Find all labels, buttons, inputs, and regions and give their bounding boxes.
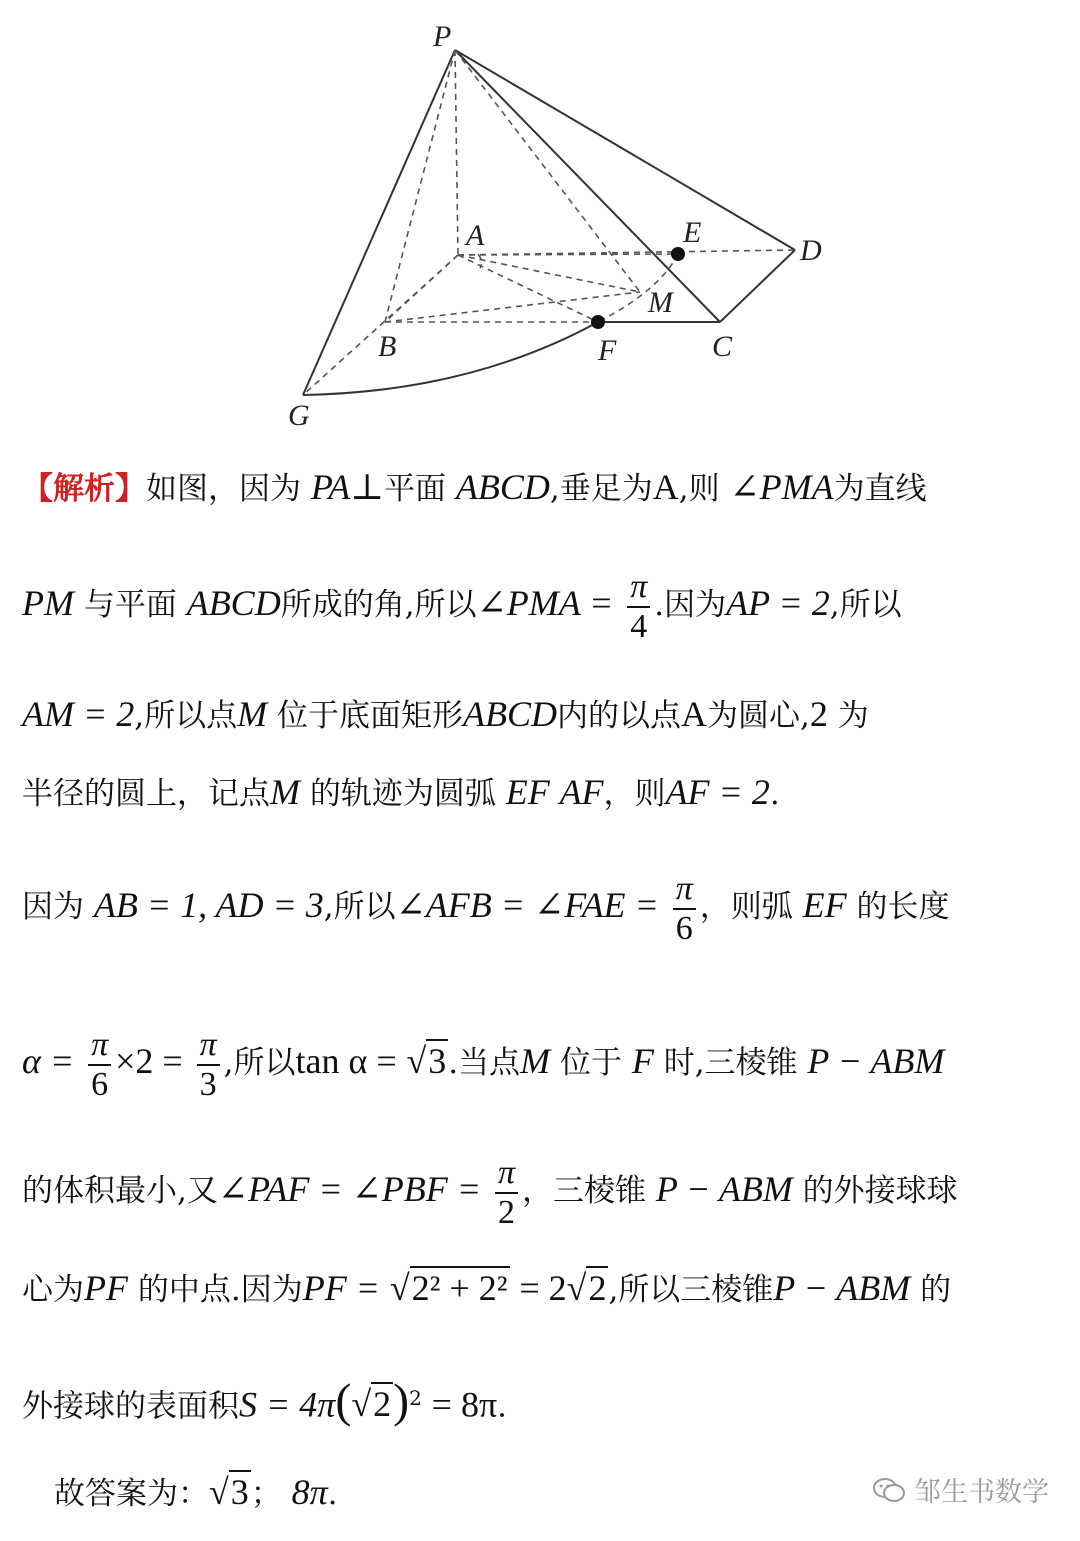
sqrt: √2 [566, 1268, 607, 1308]
math: M [270, 772, 300, 812]
text: ,则 [678, 471, 720, 507]
math: = 2 [519, 1268, 567, 1308]
sqrt: √3 [209, 1472, 249, 1512]
text: 为直线 [833, 471, 927, 507]
watermark [872, 1470, 1049, 1509]
math: PM [22, 583, 74, 623]
edge-AF [458, 255, 598, 322]
wechat-icon [872, 1476, 906, 1504]
math: ABCD [455, 467, 550, 507]
text: 所成的角,所以 [280, 587, 477, 623]
math: F [631, 1041, 654, 1081]
edge-PD [455, 50, 795, 250]
label-B: B [378, 330, 397, 363]
text: .当点 [448, 1045, 521, 1081]
text: ,垂足为 [549, 471, 653, 507]
solution-line-2 [22, 560, 902, 648]
text: 半径的圆上，记点 [22, 776, 270, 812]
text: . [497, 1388, 507, 1425]
label-F: F [598, 334, 617, 367]
math: M [520, 1041, 551, 1081]
text: 与平面 [83, 587, 177, 623]
text: ，三棱锥 [521, 1173, 646, 1209]
label-P: P [433, 20, 452, 53]
math: AP = 2 [726, 583, 830, 623]
text: ,所以 [223, 1045, 296, 1081]
text: . [327, 1476, 338, 1512]
solution-line-5 [22, 862, 949, 950]
exponent: 2 [409, 1386, 422, 1410]
text: 如图，因为 [146, 471, 301, 507]
fraction: $\frac{\pi}{6}$ [673, 870, 696, 948]
label-M: M [648, 286, 673, 319]
math: tan α = [295, 1041, 397, 1081]
math: 8π [291, 1472, 328, 1512]
point-E [671, 247, 685, 261]
math: A [652, 467, 679, 507]
solution-line-8 [22, 1268, 951, 1310]
fraction: $\frac{\pi}{3}$ [197, 1026, 220, 1104]
text: .因为 [654, 587, 727, 623]
pyramid-figure [0, 0, 1080, 440]
text: ,所以 [829, 587, 902, 623]
solution-line-3 [22, 694, 869, 736]
label-D: D [800, 234, 822, 267]
label-G: G [288, 399, 310, 432]
text: 因为 [22, 889, 84, 925]
text: 外接球的表面积 [22, 1388, 239, 1425]
fraction: $\frac{\pi}{6}$ [88, 1026, 111, 1104]
point-F [591, 315, 605, 329]
text: 时,三棱锥 [663, 1045, 798, 1081]
paren: ( [335, 1374, 352, 1428]
text: 位于底面矩形 [277, 698, 463, 734]
solution-line-4 [22, 772, 780, 814]
math: ×2 = [115, 1041, 183, 1081]
watermark-text: 邹生书数学 [914, 1477, 1049, 1508]
text: 的长度 [856, 889, 950, 925]
text: 的 [920, 1272, 952, 1308]
label-A: A [466, 219, 485, 252]
text: ,所以三棱锥 [608, 1272, 774, 1308]
answer-line [54, 1472, 338, 1514]
math: PF = [302, 1268, 380, 1308]
math: PA [310, 467, 351, 507]
text: 为 [837, 698, 869, 734]
math: AB = 1, AD = 3 [93, 885, 324, 925]
math: α = [22, 1041, 75, 1081]
text: 内的以点 [557, 698, 681, 734]
text: ，则弧 [699, 889, 793, 925]
edge-AG [303, 255, 458, 395]
fraction: $\frac{\pi}{4}$ [627, 568, 650, 646]
edge-PA [455, 50, 458, 255]
text: ，则 [603, 776, 666, 812]
math: S = 4π [239, 1384, 336, 1425]
math: ∠PAF = ∠PBF = [217, 1169, 482, 1209]
edge-PM [455, 50, 640, 292]
edge-AE [458, 254, 678, 255]
text: 的中点.因为 [137, 1272, 303, 1308]
math: P − ABM [807, 1041, 945, 1081]
math: EF [802, 885, 847, 925]
math: P − ABM [773, 1268, 911, 1308]
sqrt: √2 [351, 1384, 392, 1425]
math: P − ABM [655, 1169, 793, 1209]
edge-DC [720, 250, 795, 322]
solution-line-6 [22, 1018, 944, 1106]
math: ABCD [186, 583, 281, 623]
text: 心为 [22, 1272, 84, 1308]
math: 2 [809, 694, 828, 734]
math: ∠AFB = ∠FAE = [395, 885, 659, 925]
text: ,所以 [323, 889, 396, 925]
math: ABCD [463, 694, 557, 734]
math: ∠PMA [729, 467, 834, 507]
math: AF [559, 772, 604, 812]
text: 为圆心, [707, 698, 810, 734]
math: ∠PMA = [476, 583, 614, 623]
math: AM = 2 [22, 694, 135, 734]
text: 平面 [384, 471, 447, 507]
solution-line-7 [22, 1146, 958, 1234]
solution-line-1 [22, 467, 927, 509]
text: 故答案为： [54, 1476, 209, 1512]
arc-GF [303, 322, 598, 395]
text: 的轨迹为圆弧 [309, 776, 496, 812]
math: ⊥ [350, 467, 385, 507]
math: AF = 2 [665, 772, 770, 812]
label-E: E [683, 216, 702, 249]
text: 的体积最小,又 [22, 1173, 218, 1209]
math: PF [84, 1268, 128, 1308]
sqrt: √2² + 2² [389, 1268, 508, 1308]
text: 位于 [559, 1045, 622, 1081]
math: EF [505, 772, 550, 812]
edge-AM [458, 255, 640, 292]
analysis-tag: 【解析】 [22, 471, 146, 507]
fraction: $\frac{\pi}{2}$ [495, 1154, 518, 1232]
math: M [237, 694, 268, 734]
solution-line-9 [22, 1368, 507, 1436]
text: 的外接球球 [802, 1173, 958, 1209]
text: ； [250, 1476, 282, 1512]
text: ,所以点 [134, 698, 238, 734]
math: = 8π [431, 1384, 498, 1425]
math: A [681, 694, 707, 734]
sqrt: √3 [406, 1041, 447, 1081]
label-C: C [712, 330, 733, 363]
paren: ) [393, 1374, 410, 1428]
text: . [769, 776, 780, 812]
